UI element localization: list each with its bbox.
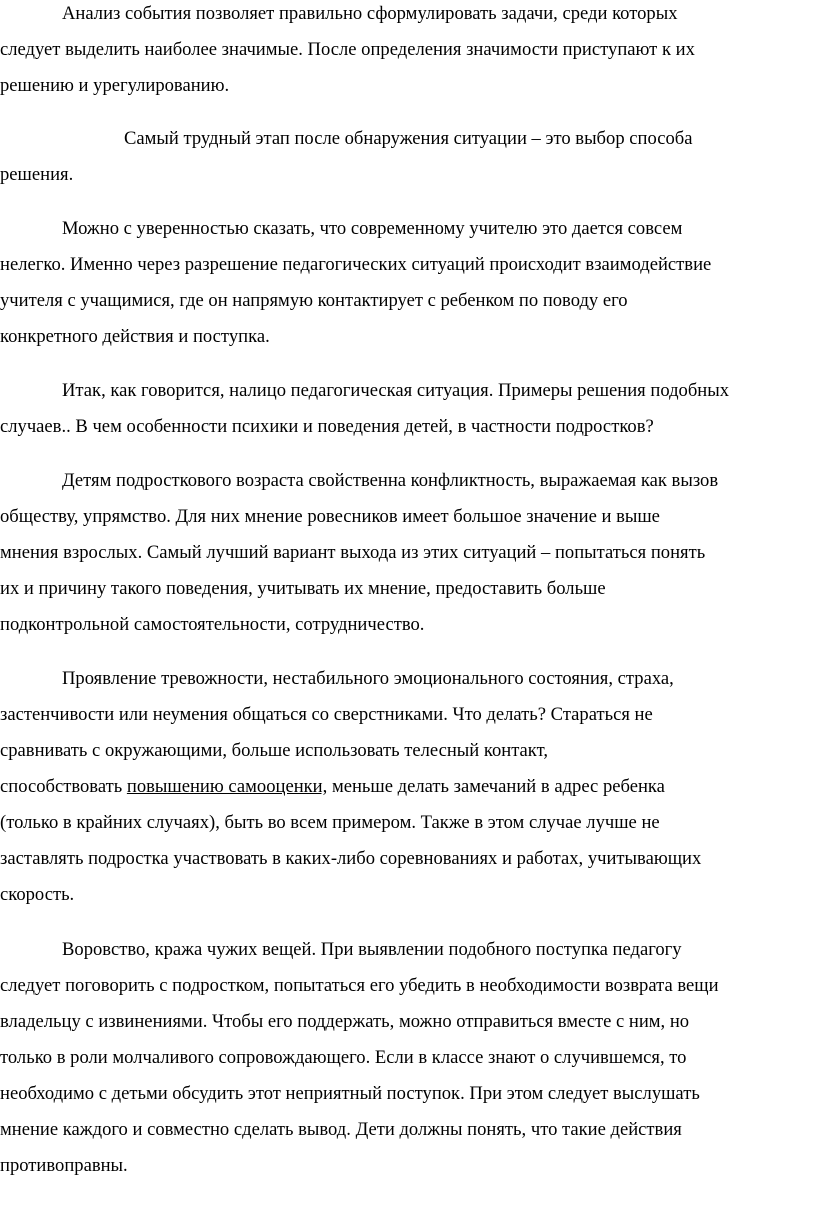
paragraph-modern-teacher [0,211,800,355]
text-line: Итак, как говорится, налицо педагогическая ситуация. Примеры решения подобных [62,380,730,401]
text-line: подконтрольной самостоятельности, сотрудничество. [0,614,425,635]
text-line: случаев.. В чем особенности психики и поведения детей, в частности подростков? [0,416,654,437]
text-line: мнения взрослых. Самый лучший вариант выхода из этих ситуаций – попытаться понять [0,542,706,563]
text-line: Проявление тревожности, нестабильного эмоционального состояния, страха, [62,668,674,689]
text-line: конкретного действия и поступка. [0,326,270,347]
text-line: обществу, упрямство. Для них мнение ровесников имеет большое значение и выше [0,506,660,527]
paragraph-event-analysis [0,0,800,104]
text-line: мнение каждого и совместно сделать вывод. Дети должны понять, что такие действия [0,1119,682,1140]
paragraph-anxiety [0,661,800,913]
text-line: Детям подросткового возраста свойственна конфликтность, выражаемая как вызов [62,470,719,491]
text-line: сравнивать с окружающими, больше использовать телесный контакт, [0,740,548,761]
paragraph-theft [0,932,816,1184]
self-esteem-link[interactable]: повышению самооценки, [126,776,328,797]
text-line: только в роли молчаливого сопровождающего. Если в классе знают о случившемся, то [0,1047,687,1068]
text-line: (только в крайних случаях), быть во всем примером. Также в этом случае лучше не [0,812,660,833]
text-line: их и причину такого поведения, учитывать их мнение, предоставить больше [0,578,606,599]
paragraph-teen-conflict [0,463,812,643]
text-line: Самый трудный этап после обнаружения ситуации – это выбор способа [124,128,693,149]
text-line: скорость. [0,884,75,905]
text-line-with-link [0,769,800,805]
paragraph-pedagogical-situation [0,373,816,445]
text-line: решению и урегулированию. [0,75,230,96]
text-line: следует выделить наиболее значимые. После определения значимости приступают к их [0,39,695,60]
text-line: противоправны. [0,1155,128,1176]
text-line: нелегко. Именно через разрешение педагогических ситуаций происходит взаимодействие [0,254,712,275]
text-line: застенчивости или неумения общаться со сверстниками. Что делать? Стараться не [0,704,653,725]
text-line: Воровство, кража чужих вещей. При выявлении подобного поступка педагогу [62,939,682,960]
link-suffix-text: меньше делать замечаний в адрес ребенка [327,776,665,797]
text-line: Анализ события позволяет правильно сформулировать задачи, среди которых [62,3,678,24]
text-line: заставлять подростка участвовать в каких-либо соревнованиях и работах, учитывающих [0,848,702,869]
paragraph-hardest-stage [0,121,800,193]
text-line: Можно с уверенностью сказать, что современному учителю это дается совсем [62,218,683,239]
text-line: учителя с учащимися, где он напрямую контактирует с ребенком по поводу его [0,290,628,311]
text-line: необходимо с детьми обсудить этот неприятный поступок. При этом следует выслушать [0,1083,700,1104]
text-line: следует поговорить с подростком, попытаться его убедить в необходимости возврата вещи [0,975,719,996]
text-line: решения. [0,164,74,185]
link-prefix-text: способствовать [0,776,127,797]
text-line: владельцу с извинениями. Чтобы его поддержать, можно отправиться вместе с ним, но [0,1011,690,1032]
